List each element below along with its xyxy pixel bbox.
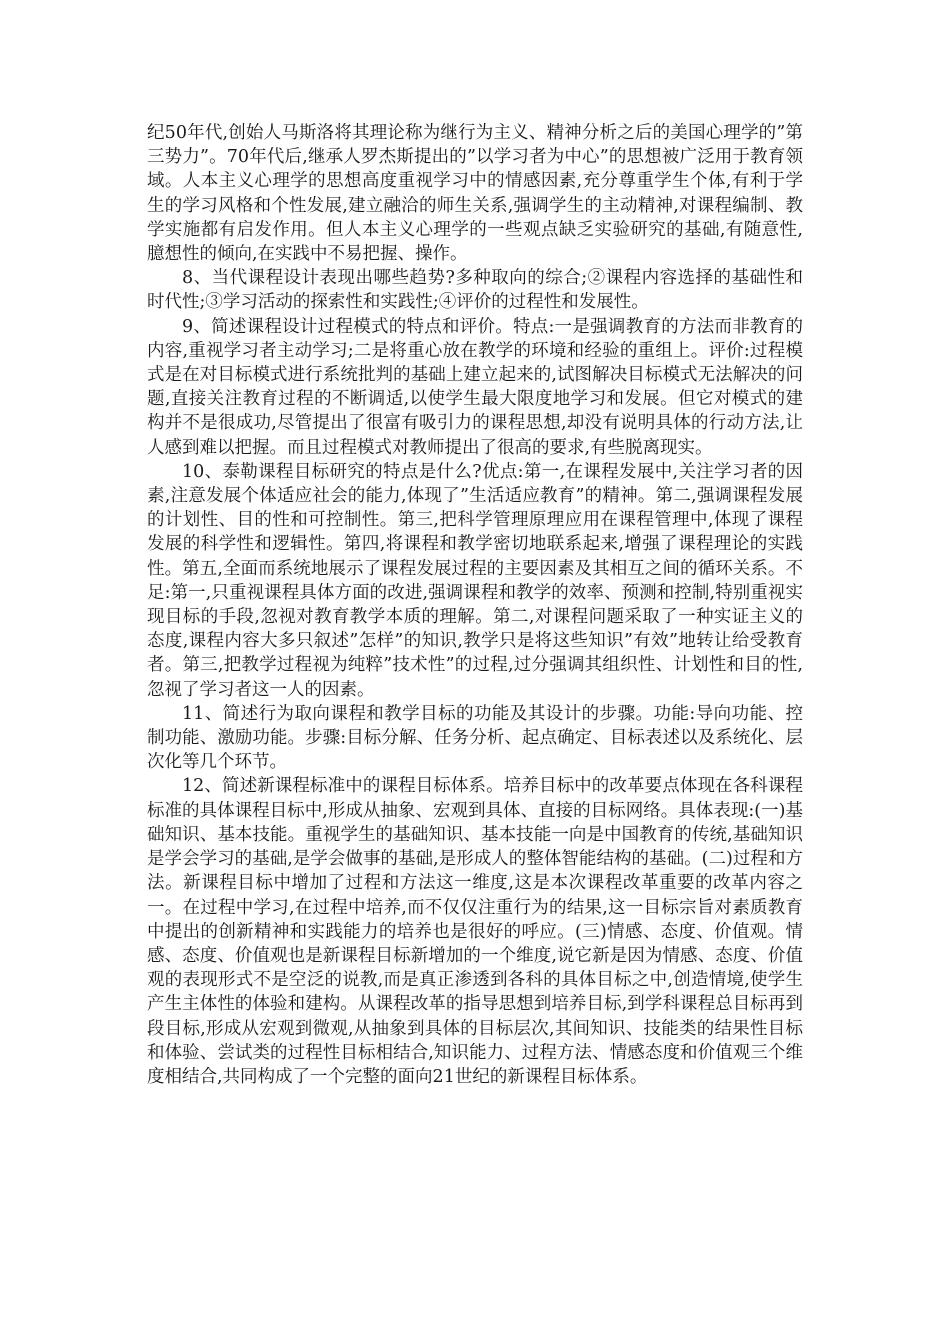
paragraph-question-8: 8、当代课程设计表现出哪些趋势?多种取向的综合;②课程内容选择的基础性和时代性;③学习活动的探索性和实践性;④评价的过程性和发展性。 (147, 268, 803, 313)
paragraph-continued-intro: 纪50年代,创始人马斯洛将其理论称为继行为主义、精神分析之后的美国心理学的”第三势力”。70年代后,继承人罗杰斯提出的”以学习者为中心”的思想被广泛用于教育领域。人本主义心理学的思想高度重视学习中的情感因素,充分尊重学生个体,有利于学生的学习风格和个性发展,建立融洽的师生关系,强调学生的主动精神,对课程编制、教学实施都有启发作用。但人本主义心理学的一些观点缺乏实验研究的基础,有随意性,臆想性的倾向,在实践中不易把握、操作。 (147, 123, 803, 265)
document-page (147, 121, 803, 1089)
paragraph-question-10: 10、泰勒课程目标研究的特点是什么?优点:第一,在课程发展中,关注学习者的因素,注意发展个体适应社会的能力,体现了”生活适应教育”的精神。第二,强调课程发展的计划性、目的性和可控制性。第三,把科学管理原理应用在课程管理中,体现了课程发展的科学性和逻辑性。第四,将课程和教学密切地联系起来,增强了课程理论的实践性。第五,全面而系统地展示了课程发展过程的主要因素及其相互之间的循环关系。不足:第一,只重视课程具体方面的改进,强调课程和教学的效率、预测和控制,特别重视实现目标的手段,忽视对教育教学本质的理解。第二,对课程问题采取了一种实证主义的态度,课程内容大多只叙述”怎样”的知识,教学只是将这些知识”有效”地转让给受教育者。第三,把教学过程视为纯粹”技术性”的过程,过分强调其组织性、计划性和目的性,忽视了学习者这一人的因素。 (147, 461, 803, 700)
paragraph-question-11: 11、简述行为取向课程和教学目标的功能及其设计的步骤。功能:导向功能、控制功能、激励功能。步骤:目标分解、任务分析、起点确定、目标表述以及系统化、层次化等几个环节。 (147, 703, 803, 773)
paragraph-question-12: 12、简述新课程标准中的课程目标体系。培养目标中的改革要点体现在各科课程标准的具体课程目标中,形成从抽象、宏观到具体、直接的目标网络。具体表现:(一)基础知识、基本技能。重视学生的基础知识、基本技能一向是中国教育的传统,基础知识是学会学习的基础,是学会做事的基础,是形成人的整体智能结构的基础。(二)过程和方法。新课程目标中增加了过程和方法这一维度,这是本次课程改革重要的改革内容之一。在过程中学习,在过程中培养,而不仅仅注重行为的结果,这一目标宗旨对素质教育中提出的创新精神和实践能力的培养也是很好的呼应。(三)情感、态度、价值观。情感、态度、价值观也是新课程目标新增加的一个维度,说它新是因为情感、态度、价值观的表现形式不是空泛的说教,而是真正渗透到各科的具体目标之中,创造情境,使学生产生主体性的体验和建构。从课程改革的指导思想到培养目标,到学科课程总目标再到段目标,形成从宏观到微观,从抽象到具体的目标层次,其间知识、技能类的结果性目标和体验、尝试类的过程性目标相结合,知识能力、过程方法、情感态度和价值观三个维度相结合,共同构成了一个完整的面向21世纪的新课程目标体系。 (147, 776, 803, 1087)
paragraph-question-9: 9、简述课程设计过程模式的特点和评价。特点:一是强调教育的方法而非教育的内容,重视学习者主动学习;二是将重心放在教学的环境和经验的重组上。评价:过程模式是在对目标模式进行系统批判的基础上建立起来的,试图解决目标模式无法解决的问题,直接关注教育过程的不断调适,以使学生最大限度地学习和发展。但它对模式的建构并不是很成功,尽管提出了很富有吸引力的课程思想,却没有说明具体的行动方法,让人感到难以把握。而且过程模式对教师提出了很高的要求,有些脱离现实。 (147, 316, 803, 458)
